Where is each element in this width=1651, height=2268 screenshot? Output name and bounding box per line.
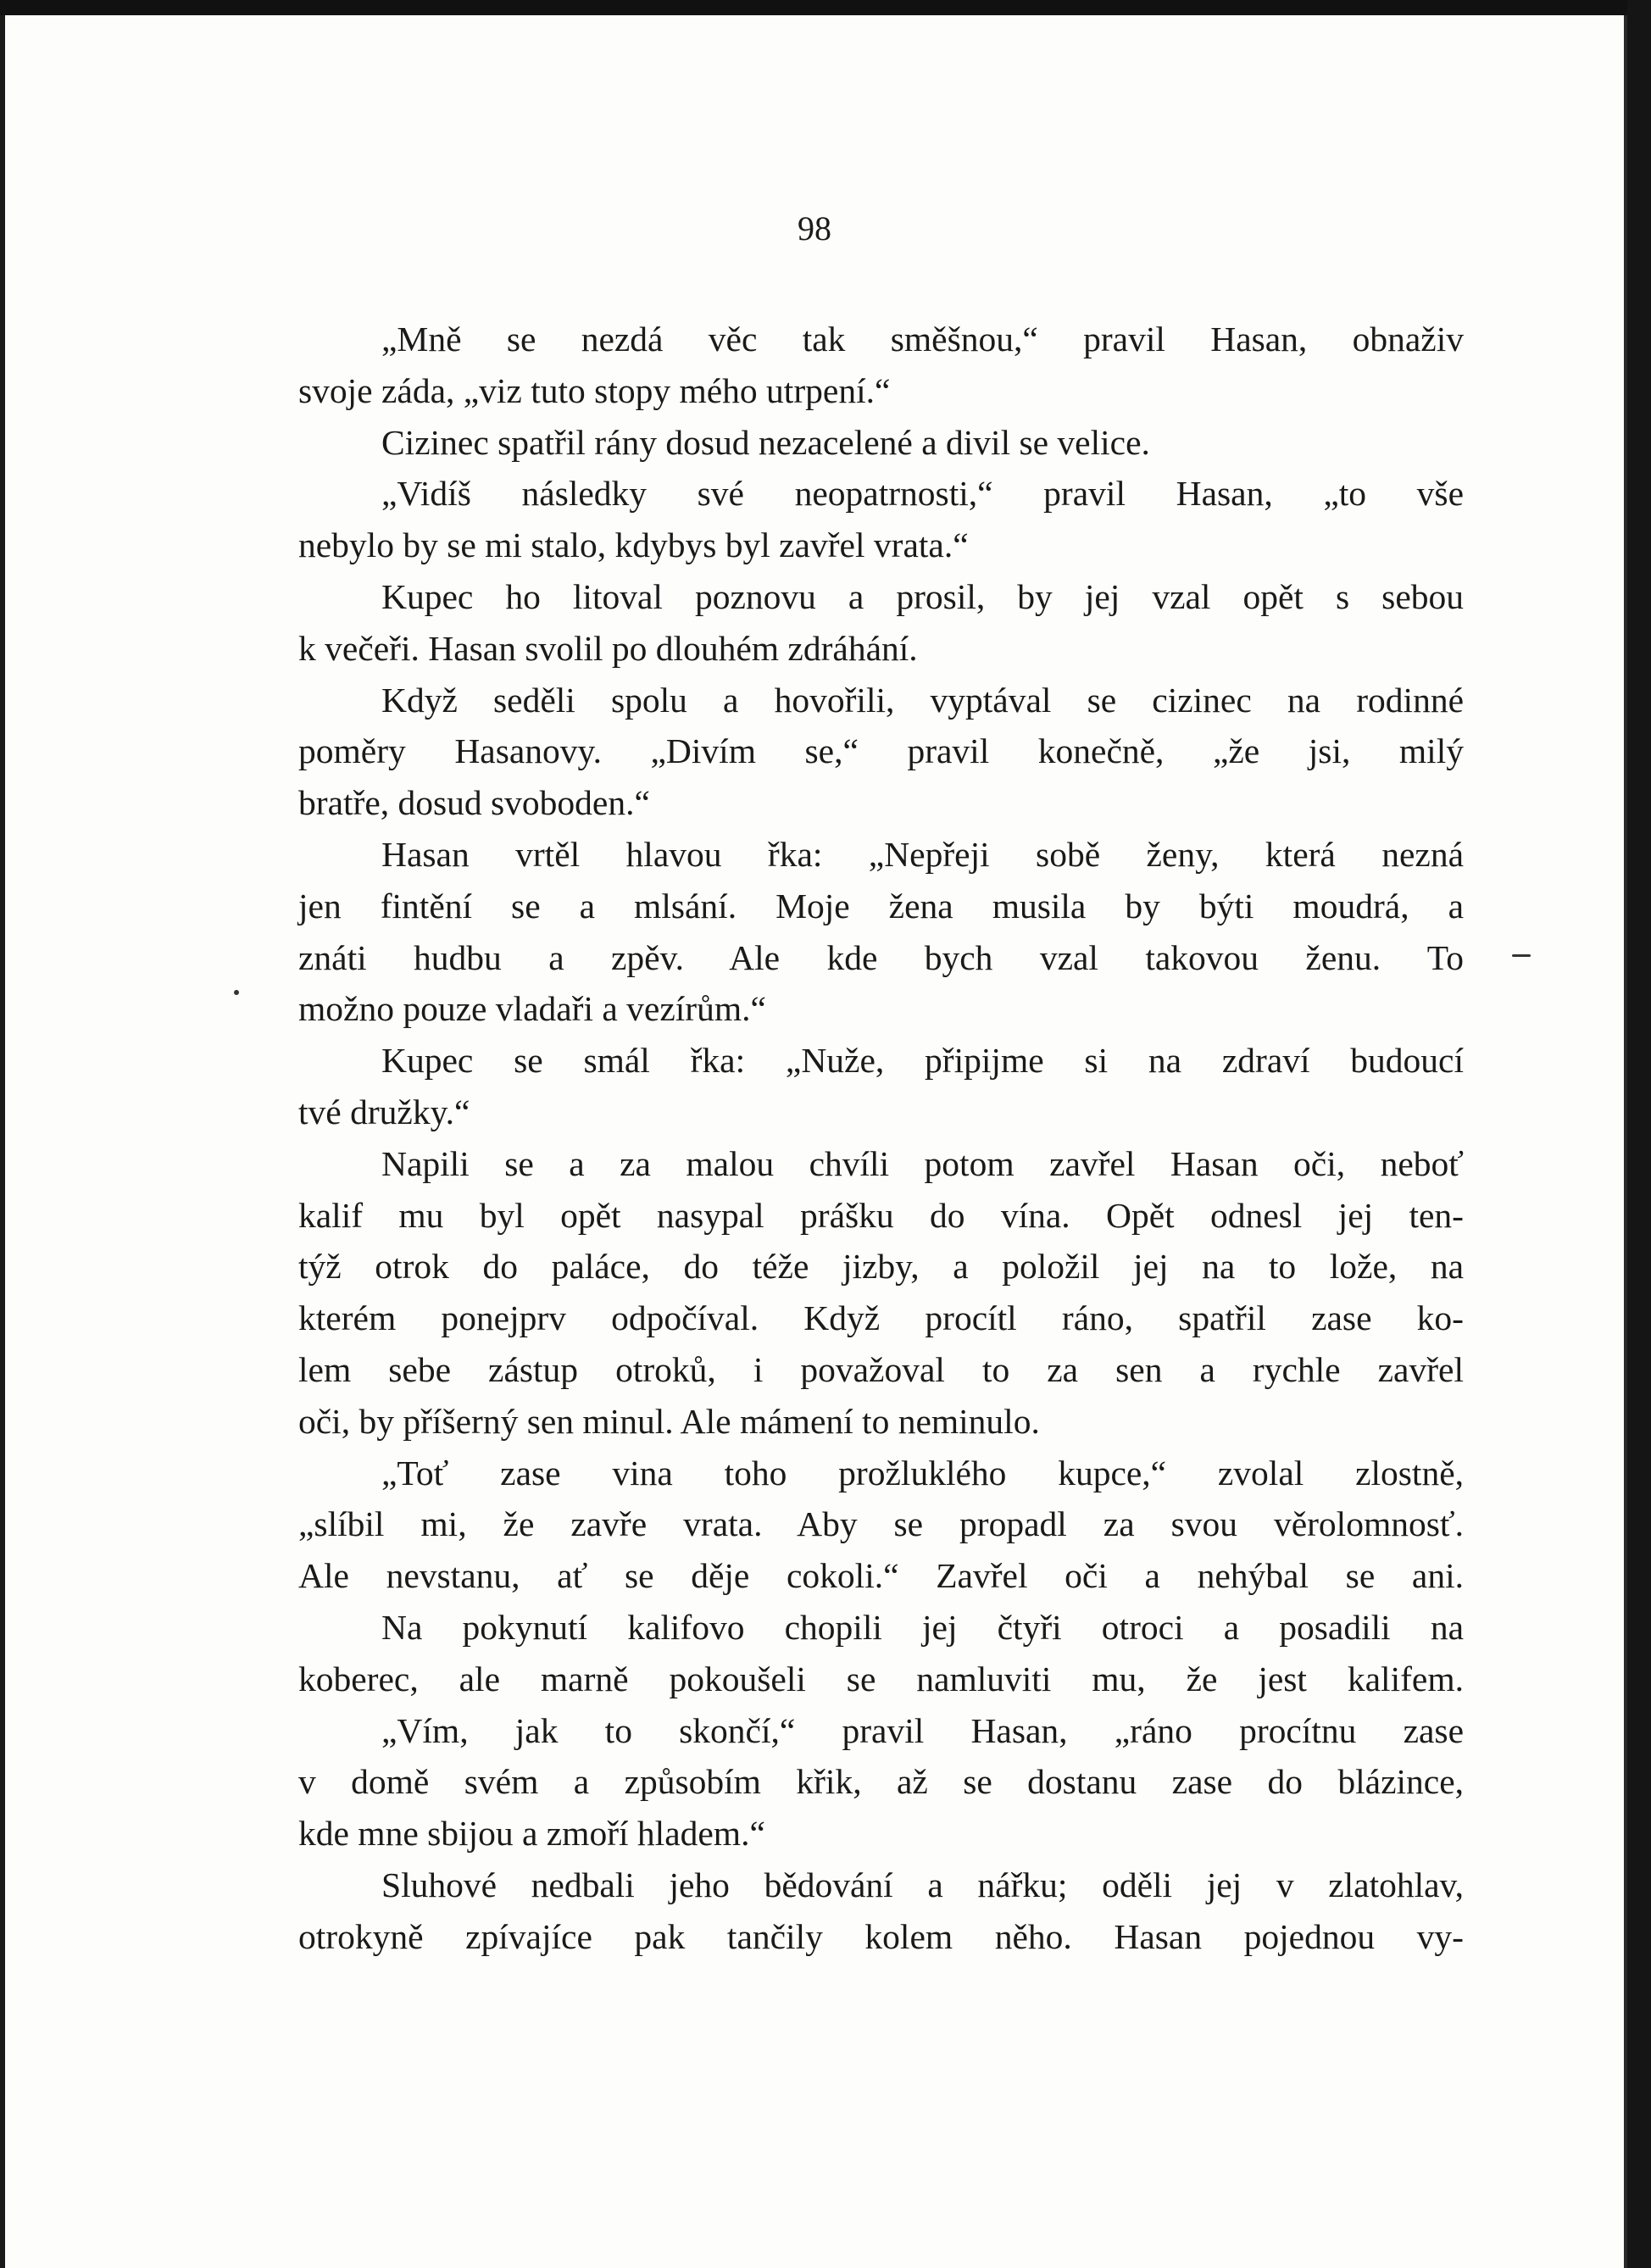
text-line: „Mně se nezdá věc tak směšnou,“ pravil Hasan, obnaživ xyxy=(381,320,1464,359)
text-line: možno pouze vladaři a vezírům.“ xyxy=(298,989,766,1029)
text-line: v domě svém a způsobím křik, až se dostanu zase do blázince, xyxy=(298,1762,1464,1802)
scan-speck xyxy=(1512,954,1531,957)
body-text xyxy=(298,314,1464,1963)
text-line: kde mne sbijou a zmoří hladem.“ xyxy=(298,1814,765,1854)
text-line: Na pokynutí kalifovo chopili jej čtyři otroci a posadili na xyxy=(381,1607,1464,1647)
text-line: Kupec se smál řka: „Nuže, připijme si na zdraví budoucí xyxy=(381,1041,1464,1081)
text-line: Když seděli spolu a hovořili, vyptával se cizinec na rodinné xyxy=(381,680,1464,720)
text-line: koberec, ale marně pokoušeli se namluviti mu, že jest kalifem. xyxy=(298,1659,1464,1698)
text-line: Hasan vrtěl hlavou řka: „Nepřeji sobě ženy, která nezná xyxy=(381,834,1464,874)
scan-speck xyxy=(234,990,239,995)
text-line: tvé družky.“ xyxy=(298,1092,470,1131)
text-line: otrokyně zpívajíce pak tančily kolem něho. Hasan pojednou vy- xyxy=(298,1916,1464,1956)
text-line: lem sebe zástup otroků, i považoval to za sen a rychle zavřel xyxy=(298,1349,1464,1389)
text-line: Napili se a za malou chvíli potom zavřel Hasan oči, neboť xyxy=(381,1143,1464,1183)
text-line: Kupec ho litoval poznovu a prosil, by jej vzal opět s sebou xyxy=(381,576,1464,616)
text-line: „Vidíš následky své neopatrnosti,“ pravil Hasan, „to vše xyxy=(381,474,1464,514)
text-line: týž otrok do paláce, do téže jizby, a položil jej na to lože, na xyxy=(298,1247,1464,1287)
text-line: „slíbil mi, že zavře vrata. Aby se propadl za svou věrolomnosť. xyxy=(298,1504,1464,1544)
text-line: kalif mu byl opět nasypal prášku do vína. Opět odnesl jej ten- xyxy=(298,1195,1464,1235)
text-line: oči, by příšerný sen minul. Ale mámení to neminulo. xyxy=(298,1401,1040,1441)
book-page xyxy=(5,15,1627,2268)
text-line: svoje záda, „viz tuto stopy mého utrpení.“ xyxy=(298,370,891,410)
text-line: nebylo by se mi stalo, kdybys byl zavřel vrata.“ xyxy=(298,525,969,565)
text-line: Ale nevstanu, ať se děje cokoli.“ Zavřel oči a nehýbal se ani. xyxy=(298,1556,1464,1596)
scan-border-right xyxy=(1627,0,1651,2268)
text-line: „Vím, jak to skončí,“ pravil Hasan, „ráno procítnu zase xyxy=(381,1710,1464,1750)
text-line: Sluhové nedbali jeho bědování a nářku; oděli jej v zlatohlav, xyxy=(381,1865,1464,1904)
text-line: kterém ponejprv odpočíval. Když procítl ráno, spatřil zase ko- xyxy=(298,1298,1464,1338)
page-number: 98 xyxy=(798,209,831,247)
text-line: bratře, dosud svoboden.“ xyxy=(298,783,650,823)
text-line: Cizinec spatřil rány dosud nezacelené a divil se velice. xyxy=(381,422,1150,462)
text-line: poměry Hasanovy. „Divím se,“ pravil konečně, „že jsi, milý xyxy=(298,731,1464,771)
text-line: k večeři. Hasan svolil po dlouhém zdráhání. xyxy=(298,628,918,668)
text-line: „Toť zase vina toho prožluklého kupce,“ zvolal zlostně, xyxy=(381,1453,1464,1493)
text-line: jen fintění se a mlsání. Moje žena musila by býti moudrá, a xyxy=(298,886,1464,926)
text-line: znáti hudbu a zpěv. Ale kde bych vzal takovou ženu. To xyxy=(298,937,1464,977)
scan-border-top xyxy=(0,0,1651,15)
